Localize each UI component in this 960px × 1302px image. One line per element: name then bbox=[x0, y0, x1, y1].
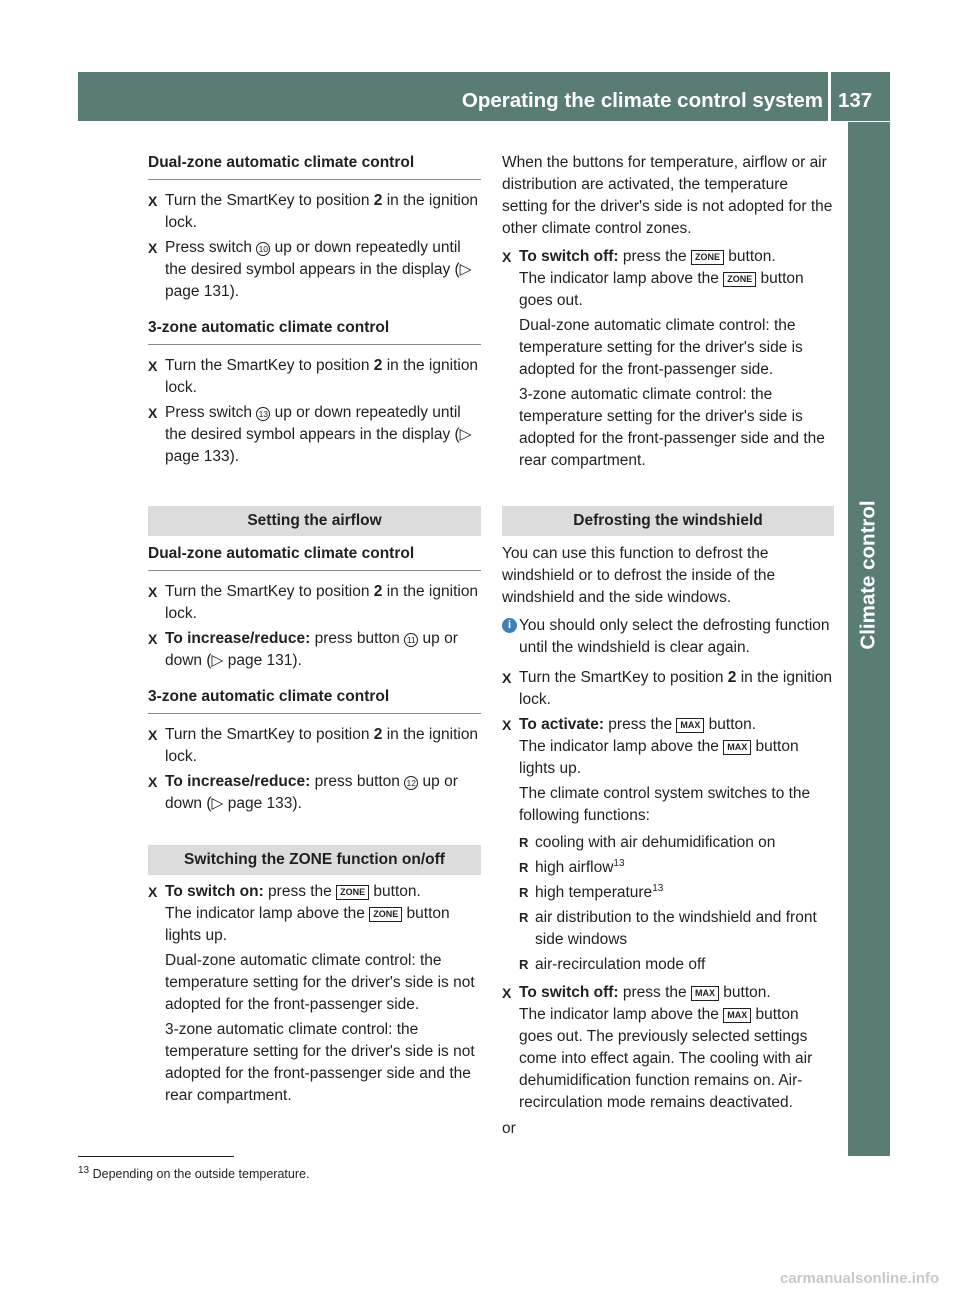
instruction-step: X To activate: press the MAX button. The indicator lamp above the MAX button lights up. The climate control system switches to the following functions: R cooling with air dehumidification on R high airflow$^{13}$ R high temperature$^{13}$ R air distribution to the windshield and front side windows R air-recirculation mode off bbox=[502, 714, 834, 976]
instruction-step: X To switch off: press the ZONE button. The indicator lamp above the ZONE button goes out. Dual-zone automatic climate control: the temperature setting for the driver's side is adopted for the front-passenger side. 3-zone automatic climate control: the temperature setting for the driver's side is adopted for the front-passenger side and the rear compartment. bbox=[502, 246, 834, 472]
page-ref-arrow-icon: ▷ bbox=[459, 426, 472, 443]
switch-number-icon: 13 bbox=[256, 407, 270, 421]
defrost-max-key-icon: MAX bbox=[723, 740, 751, 755]
section-heading: Dual-zone automatic climate control bbox=[148, 543, 481, 571]
section-heading: 3-zone automatic climate control bbox=[148, 686, 481, 714]
step-detail: 3-zone automatic climate control: the temperature setting for the driver's side is not adopted for the front-passenger side and the rear compartment. bbox=[165, 1021, 475, 1104]
section-heading: 3-zone automatic climate control bbox=[148, 317, 481, 345]
instruction-step: X To increase/reduce: press button 12 up or down (▷ page 133). bbox=[148, 771, 481, 815]
list-item: R cooling with air dehumidification on bbox=[519, 832, 834, 854]
instruction-step: X To switch off: press the MAX button. The indicator lamp above the MAX button goes out. The previously selected settings come into effect again. The cooling with air dehumidification function remains on. Air-recirculation mode remains deactivated. bbox=[502, 982, 834, 1114]
page-ref-arrow-icon: ▷ bbox=[211, 652, 228, 669]
left-column bbox=[148, 152, 481, 1110]
instruction-step: X Press switch 13 up or down repeatedly until the desired symbol appears in the display (▷ page 133). bbox=[148, 402, 481, 468]
step-detail: Dual-zone automatic climate control: the temperature setting for the driver's side is adopted for the front-passenger side. bbox=[519, 317, 803, 378]
list-item: R high temperature$^{13}$ bbox=[519, 882, 834, 904]
side-tab-label: Climate control bbox=[857, 500, 880, 650]
switch-number-icon: 10 bbox=[256, 242, 270, 256]
zone-key-icon: ZONE bbox=[369, 907, 402, 922]
instruction-step: X Press switch 10 up or down repeatedly until the desired symbol appears in the display (▷ page 131). bbox=[148, 237, 481, 303]
instruction-step: X Turn the SmartKey to position 2 in the ignition lock. bbox=[148, 724, 481, 768]
section-box: Setting the airflow bbox=[148, 506, 481, 536]
button-number-icon: 11 bbox=[404, 633, 418, 647]
instruction-step: X Turn the SmartKey to position 2 in the ignition lock. bbox=[148, 355, 481, 399]
zone-key-icon: ZONE bbox=[723, 272, 756, 287]
instruction-step: X Turn the SmartKey to position 2 in the ignition lock. bbox=[148, 190, 481, 234]
paragraph: You can use this function to defrost the windshield or to defrost the inside of the windshield and the side windows. bbox=[502, 545, 776, 606]
info-icon: i bbox=[502, 618, 517, 633]
button-number-icon: 12 bbox=[404, 776, 418, 790]
defrost-max-key-icon: MAX bbox=[691, 986, 719, 1001]
step-detail: 3-zone automatic climate control: the temperature setting for the driver's side is adopted for the front-passenger side and the rear compartment. bbox=[519, 386, 825, 469]
list-item: R air distribution to the windshield and front side windows bbox=[519, 907, 834, 951]
zone-key-icon: ZONE bbox=[691, 250, 724, 265]
header-divider bbox=[828, 72, 831, 121]
zone-key-icon: ZONE bbox=[336, 885, 369, 900]
page-title: Operating the climate control system bbox=[461, 89, 823, 112]
defrost-max-key-icon: MAX bbox=[723, 1008, 751, 1023]
page-number: 137 bbox=[838, 89, 873, 112]
instruction-step: X Turn the SmartKey to position 2 in the ignition lock. bbox=[502, 667, 834, 711]
page-ref-arrow-icon: ▷ bbox=[459, 261, 472, 278]
instruction-step: X Turn the SmartKey to position 2 in the ignition lock. bbox=[148, 581, 481, 625]
list-item: R air-recirculation mode off bbox=[519, 954, 834, 976]
footnote: $^{13}$ Depending on the outside temperature. bbox=[78, 1164, 310, 1181]
or-text: or bbox=[502, 1120, 516, 1137]
step-detail: Dual-zone automatic climate control: the temperature setting for the driver's side is not adopted for the front-passenger side. bbox=[165, 952, 475, 1013]
instruction-step: X To increase/reduce: press button 11 up or down (▷ page 131). bbox=[148, 628, 481, 672]
right-column bbox=[502, 152, 834, 1140]
section-box: Switching the ZONE function on/off bbox=[148, 845, 481, 875]
defrost-max-key-icon: MAX bbox=[676, 718, 704, 733]
section-heading: Dual-zone automatic climate control bbox=[148, 152, 481, 180]
info-note: i You should only select the defrosting function until the windshield is clear again. bbox=[502, 615, 834, 659]
list-item: R high airflow$^{13}$ bbox=[519, 857, 834, 879]
step-detail: The climate control system switches to the following functions: bbox=[519, 785, 811, 824]
paragraph: When the buttons for temperature, airflow or air distribution are activated, the temperature setting for the driver's side is not adopted for the other climate control zones. bbox=[502, 154, 833, 237]
section-box: Defrosting the windshield bbox=[502, 506, 834, 536]
instruction-step: X To switch on: press the ZONE button. The indicator lamp above the ZONE button lights up. Dual-zone automatic climate control: the temperature setting for the driver's side is not adopted for the front-passenger side. 3-zone automatic climate control: the temperature setting for the driver's side is not adopted for the front-passenger side and the rear compartment. bbox=[148, 881, 481, 1107]
bullet-list bbox=[519, 832, 834, 976]
footnote-divider bbox=[78, 1156, 234, 1157]
watermark: carmanualsonline.info bbox=[780, 1270, 940, 1287]
page-ref-arrow-icon: ▷ bbox=[211, 795, 228, 812]
